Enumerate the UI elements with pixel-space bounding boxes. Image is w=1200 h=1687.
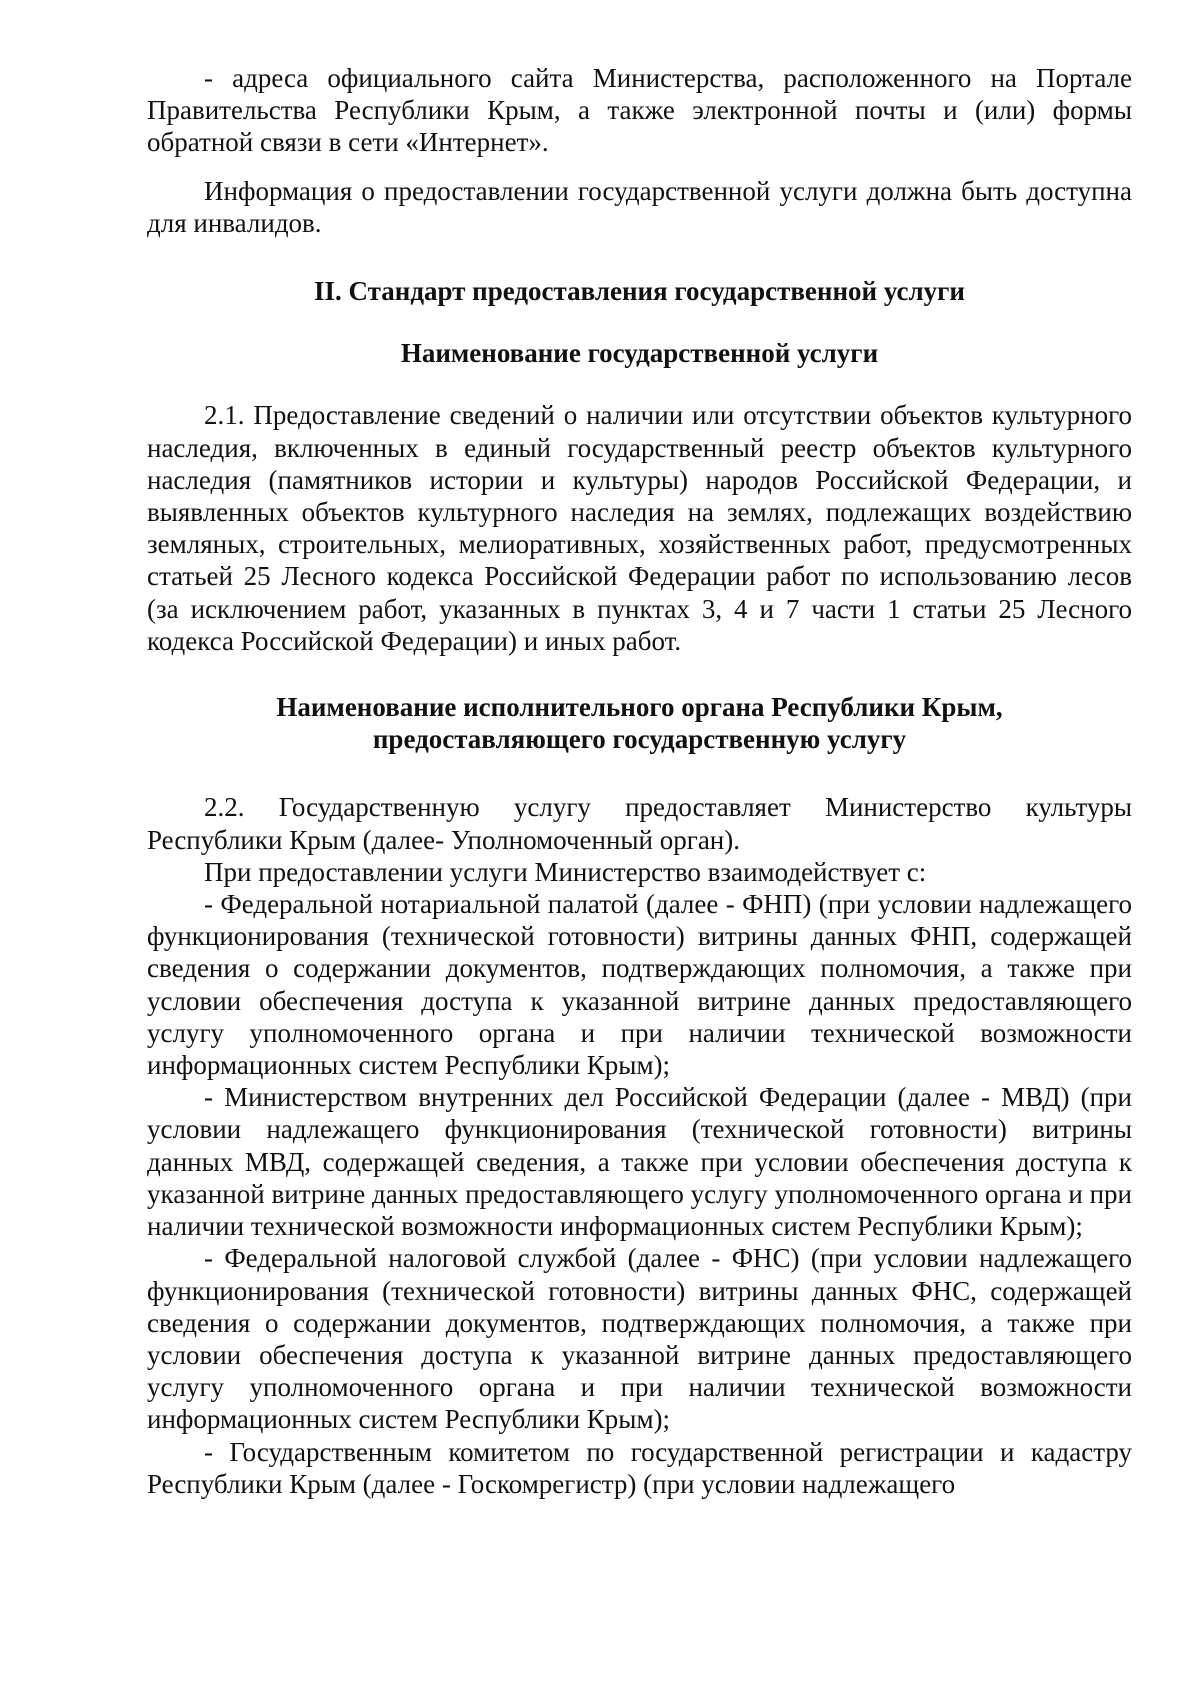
interaction-item-fnp: - Федеральной нотариальной палатой (далее - ФНП) (при условии надлежащего функционирования (технической готовности) витрины данных ФНП, содержащей сведения о содержании документов, подтверждающих полномочия, а также при условии обеспечения доступа к указанной витрине данных предоставляющего услугу уполномоченного органа и при наличии технической возможности информационных систем Республики Крым);: [147, 889, 1132, 1081]
executive-body-paragraph: 2.2. Государственную услугу предоставляет Министерство культуры Республики Крым (далее- Уполномоченный орган).: [147, 792, 1132, 855]
interaction-item-mvd: - Министерством внутренних дел Российской Федерации (далее - МВД) (при условии надлежащего функционирования (технической готовности) витрины данных МВД, содержащей сведения, а также при условии обеспечения доступа к указанной витрине данных предоставляющего услугу уполномоченного органа и при наличии технической возможности информационных систем Республики Крым);: [147, 1082, 1132, 1242]
interaction-item-goskomregistr: - Государственным комитетом по государственной регистрации и кадастру Республики Крым (далее - Госкомрегистр) (при условии надлежащего: [147, 1436, 1132, 1499]
interaction-item-fns: - Федеральной налоговой службой (далее - ФНС) (при условии надлежащего функционирования (технической готовности) витрины данных ФНС, содержащей сведения о содержании документов, подтверждающих полномочия, а также при условии обеспечения доступа к указанной витрине данных предоставляющего услугу уполномоченного органа и при наличии технической возможности информационных систем Республики Крым);: [147, 1243, 1132, 1435]
section-title: II. Стандарт предоставления государственной услуги: [314, 276, 965, 307]
interaction-intro-paragraph: При предоставлении услуги Министерство взаимодействует с:: [204, 856, 927, 887]
service-name-heading: Наименование государственной услуги: [400, 338, 879, 369]
executive-body-heading-line-2: предоставляющего государственную услугу: [372, 724, 907, 755]
accessibility-paragraph: Информация о предоставлении государственной услуги должна быть доступна для инвалидов.: [147, 175, 1132, 238]
executive-body-heading: [147, 691, 1132, 755]
address-item-paragraph: - адреса официального сайта Министерства, расположенного на Портале Правительства Республики Крым, а также электронной почты и (или) формы обратной связи в сети «Интернет».: [147, 63, 1132, 158]
executive-body-heading-line-1: Наименование исполнительного органа Республики Крым,: [276, 692, 1003, 723]
service-name-paragraph: 2.1. Предоставление сведений о наличии или отсутствии объектов культурного наследия, включенных в единый государственный реестр объектов культурного наследия (памятников истории и культуры) народов Российской Федерации, и выявленных объектов культурного наследия на землях, подлежащих воздействию земляных, строительных, мелиоративных, хозяйственных работ, предусмотренных статьей 25 Лесного кодекса Российской Федерации работ по использованию лесов (за исключением работ, указанных в пунктах 3, 4 и 7 части 1 статьи 25 Лесного кодекса Российской Федерации) и иных работ.: [147, 400, 1132, 656]
document-page: [147, 62, 1132, 1500]
